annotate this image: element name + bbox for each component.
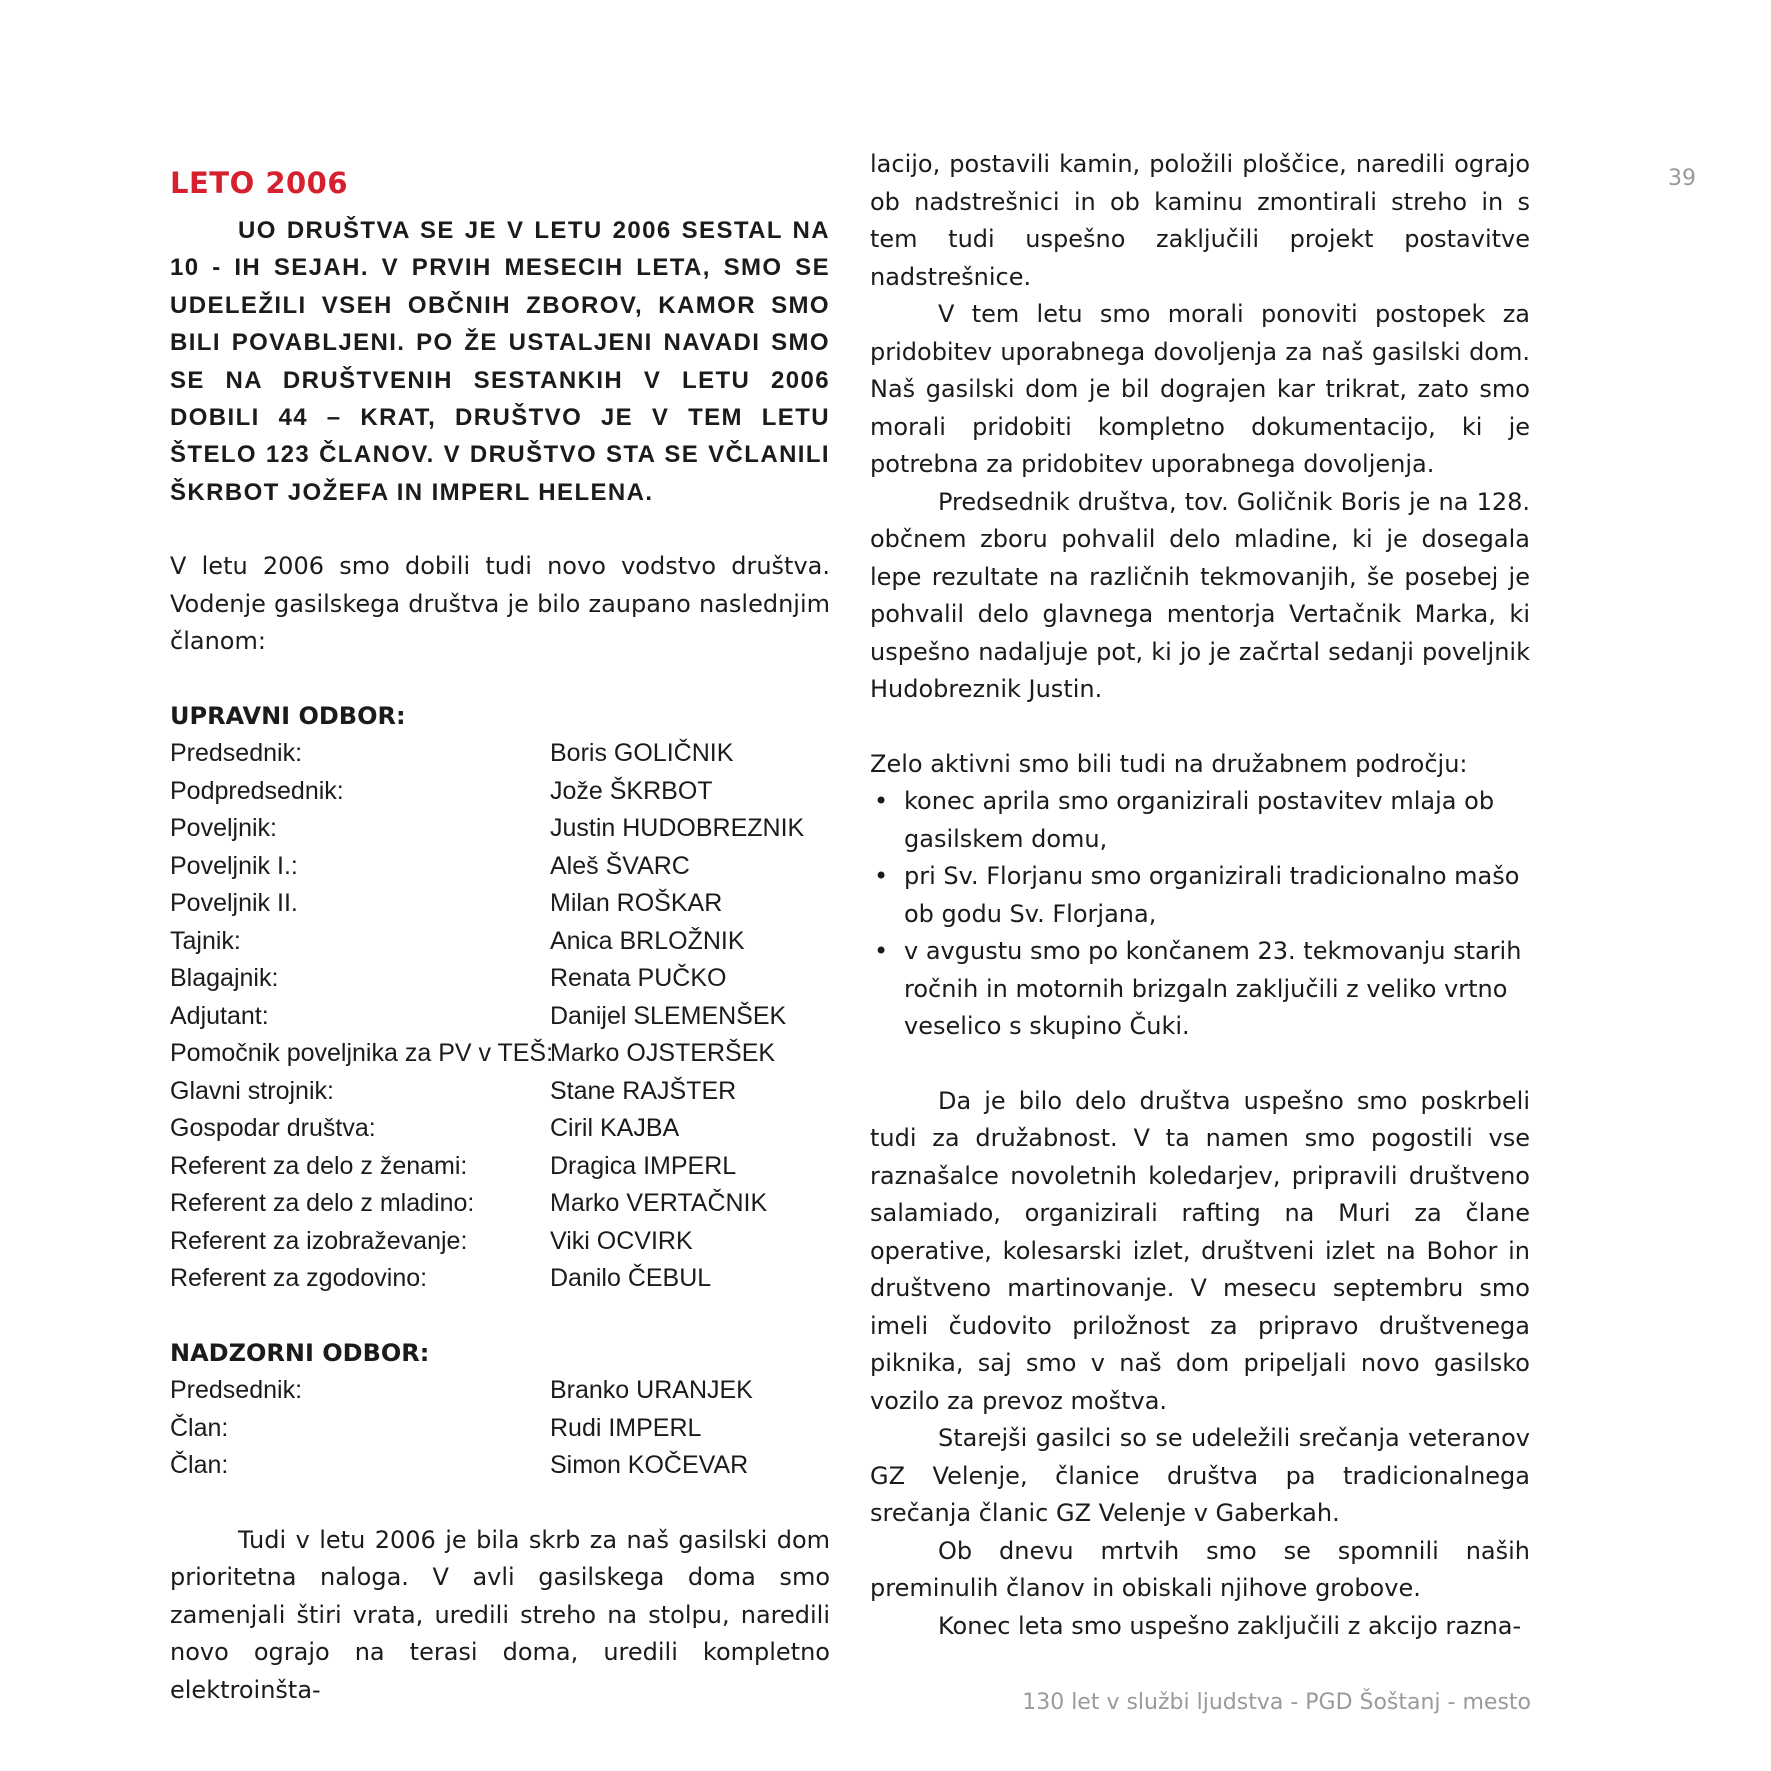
roster-row <box>170 810 830 848</box>
roster-role: Adjutant: <box>170 1001 269 1030</box>
roster-name: Justin HUDOBREZNIK <box>550 814 805 843</box>
nadzorni-odbor-list <box>170 1372 830 1485</box>
roster-name: Danilo ČEBUL <box>550 1264 712 1293</box>
list-item: • konec aprila smo organizirali postavitev mlaja ob gasilskem domu, <box>870 783 1530 858</box>
bullet-icon: • <box>874 862 889 890</box>
roster-row <box>170 773 830 811</box>
roster-row <box>170 1372 830 1410</box>
list-item: • pri Sv. Florjanu smo organizirali tradicionalno mašo ob godu Sv. Florjana, <box>870 858 1530 933</box>
upravni-odbor-list <box>170 735 830 1298</box>
right-column <box>870 146 1530 1645</box>
paragraph-druzabnost: Da je bilo delo društva uspešno smo poskrbeli tudi za družabnost. V ta namen smo pogostili vse raznašalce novoletnih koledarjev, pripravili društveno salamiado, organizirali rafting na Muri za člane operative, kolesarski izlet, društveni izlet na Bohor in društveno martinovanje. V mesecu septembru smo imeli čudovito priložnost za pripravo društvenega piknika, saj smo v naš dom pripeljali novo gasilsko vozilo za prevoz moštva. <box>870 1086 1530 1415</box>
roster-name: Anica BRLOŽNIK <box>550 926 745 955</box>
roster-row <box>170 1260 830 1298</box>
roster-row <box>170 923 830 961</box>
roster-row <box>170 1148 830 1186</box>
intro-paragraph: UO DRUŠTVA SE JE V LETU 2006 SESTAL NA 10 - IH SEJAH. V PRVIH MESECIH LETA, SMO SE UDELEŽILI VSEH OBČNIH ZBOROV, KAMOR SMO BILI POVABLJENI. PO ŽE USTALJENI NAVADI SMO SE NA DRUŠTVENIH SESTANKIH V LETU 2006 DOBILI 44 – KRAT, DRUŠTVO JE V TEM LETU ŠTELO 123 ČLANOV. V DRUŠTVO STA SE VČLANILI ŠKRBOT JOŽEFA IN IMPERL HELENA. <box>170 217 830 506</box>
roster-name: Viki OCVIRK <box>550 1226 693 1255</box>
roster-row <box>170 1035 830 1073</box>
roster-name: Milan ROŠKAR <box>550 889 723 918</box>
roster-row <box>170 735 830 773</box>
roster-name: Marko OJSTERŠEK <box>550 1039 776 1068</box>
roster-role: Podpredsednik: <box>170 776 344 805</box>
footer-text: 130 let v službi ljudstva - PGD Šoštanj - mesto <box>1022 1690 1531 1715</box>
roster-name: Ciril KAJBA <box>550 1114 680 1143</box>
paragraph-continuation: lacijo, postavili kamin, položili ploščice, naredili ograjo ob nadstrešnici in ob kaminu zmontirali streho in s tem tudi uspešno zaključili projekt postavitve nadstrešnice. <box>870 150 1530 291</box>
roster-name: Stane RAJŠTER <box>550 1076 737 1105</box>
paragraph-dan-mrtvih: Ob dnevu mrtvih smo se spomnili naših preminulih članov in obiskali njihove grobove. <box>870 1536 1530 1602</box>
roster-name: Rudi IMPERL <box>550 1413 702 1442</box>
roster-name: Aleš ŠVARC <box>550 851 690 880</box>
roster-name: Danijel SLEMENŠEK <box>550 1001 787 1030</box>
roster-role: Referent za delo z mladino: <box>170 1189 475 1218</box>
roster-row <box>170 998 830 1036</box>
roster-row <box>170 1110 830 1148</box>
roster-row <box>170 1447 830 1485</box>
roster-role: Poveljnik II. <box>170 889 298 918</box>
roster-name: Boris GOLIČNIK <box>550 739 734 768</box>
roster-row <box>170 885 830 923</box>
page-number: 39 <box>1668 166 1696 191</box>
roster-role: Član: <box>170 1451 229 1480</box>
skrb-paragraph: Tudi v letu 2006 je bila skrb za naš gasilski dom prioritetna naloga. V avli gasilskega doma smo zamenjali štiri vrata, uredili streho na stolpu, naredili novo ograjo na terasi doma, uredili kompletno elektroinšta- <box>170 1525 830 1704</box>
roster-role: Predsednik: <box>170 739 303 768</box>
roster-row <box>170 1185 830 1223</box>
roster-role: Referent za izobraževanje: <box>170 1226 468 1255</box>
activities-list <box>870 783 1530 1046</box>
paragraph-druzabno: Zelo aktivni smo bili tudi na družabnem področju: <box>870 749 1468 778</box>
bullet-icon: • <box>874 787 889 815</box>
roster-role: Blagajnik: <box>170 964 279 993</box>
roster-role: Predsednik: <box>170 1376 303 1405</box>
roster-row <box>170 1223 830 1261</box>
roster-role: Član: <box>170 1413 229 1442</box>
roster-name: Simon KOČEVAR <box>550 1451 749 1480</box>
roster-role: Glavni strojnik: <box>170 1076 334 1105</box>
roster-role: Pomočnik poveljnika za PV v TEŠ: <box>170 1039 554 1068</box>
roster-role: Poveljnik I.: <box>170 851 298 880</box>
list-item: • v avgustu smo po končanem 23. tekmovanju starih ročnih in motornih brizgaln zaključili z veliko vrtno veselico s skupino Čuki. <box>870 933 1530 1046</box>
roster-role: Poveljnik: <box>170 814 277 843</box>
roster-name: Renata PUČKO <box>550 964 727 993</box>
roster-name: Jože ŠKRBOT <box>550 776 713 805</box>
section-heading: LETO 2006 <box>170 166 349 200</box>
roster-name: Dragica IMPERL <box>550 1151 737 1180</box>
paragraph-veterani: Starejši gasilci so se udeležili srečanja veteranov GZ Velenje, članice društva pa tradicionalnega srečanja članic GZ Velenje v Gaberkah. <box>870 1424 1530 1527</box>
roster-role: Referent za zgodovino: <box>170 1264 428 1293</box>
roster-row <box>170 1410 830 1448</box>
paragraph-pohvala: Predsednik društva, tov. Goličnik Boris je na 128. občnem zboru pohvalil delo mladine, ki je dosegala lepe rezultate na različnih tekmovanjih, še posebej je pohvalil delo glavnega mentorja Vertačnik Marka, ki uspešno nadaljuje pot, ki jo je začrtal sedanji poveljnik Hudobreznik Justin. <box>870 487 1530 703</box>
roster-row <box>170 1073 830 1111</box>
roster-role: Gospodar društva: <box>170 1114 376 1143</box>
nadzorni-odbor-title: NADZORNI ODBOR: <box>170 1338 430 1367</box>
roster-name: Marko VERTAČNIK <box>550 1189 768 1218</box>
roster-row <box>170 848 830 886</box>
roster-row <box>170 960 830 998</box>
paragraph-konec-leta: Konec leta smo uspešno zaključili z akcijo razna- <box>938 1611 1522 1640</box>
roster-name: Branko URANJEK <box>550 1376 753 1405</box>
roster-role: Referent za delo z ženami: <box>170 1151 468 1180</box>
paragraph-dovoljenje: V tem letu smo morali ponoviti postopek za pridobitev uporabnega dovoljenja za naš gasilski dom. Naš gasilski dom je bil dograjen kar trikrat, zato smo morali pridobiti kompletno dokumentacijo, ki je potrebna za pridobitev uporabnega dovoljenja. <box>870 300 1530 478</box>
roster-role: Tajnik: <box>170 926 241 955</box>
upravni-odbor-title: UPRAVNI ODBOR: <box>170 701 406 730</box>
left-column <box>170 146 830 1709</box>
leadership-paragraph: V letu 2006 smo dobili tudi novo vodstvo društva. Vodenje gasilskega društva je bilo zaupano naslednjim članom: <box>170 552 830 656</box>
bullet-icon: • <box>874 937 889 965</box>
